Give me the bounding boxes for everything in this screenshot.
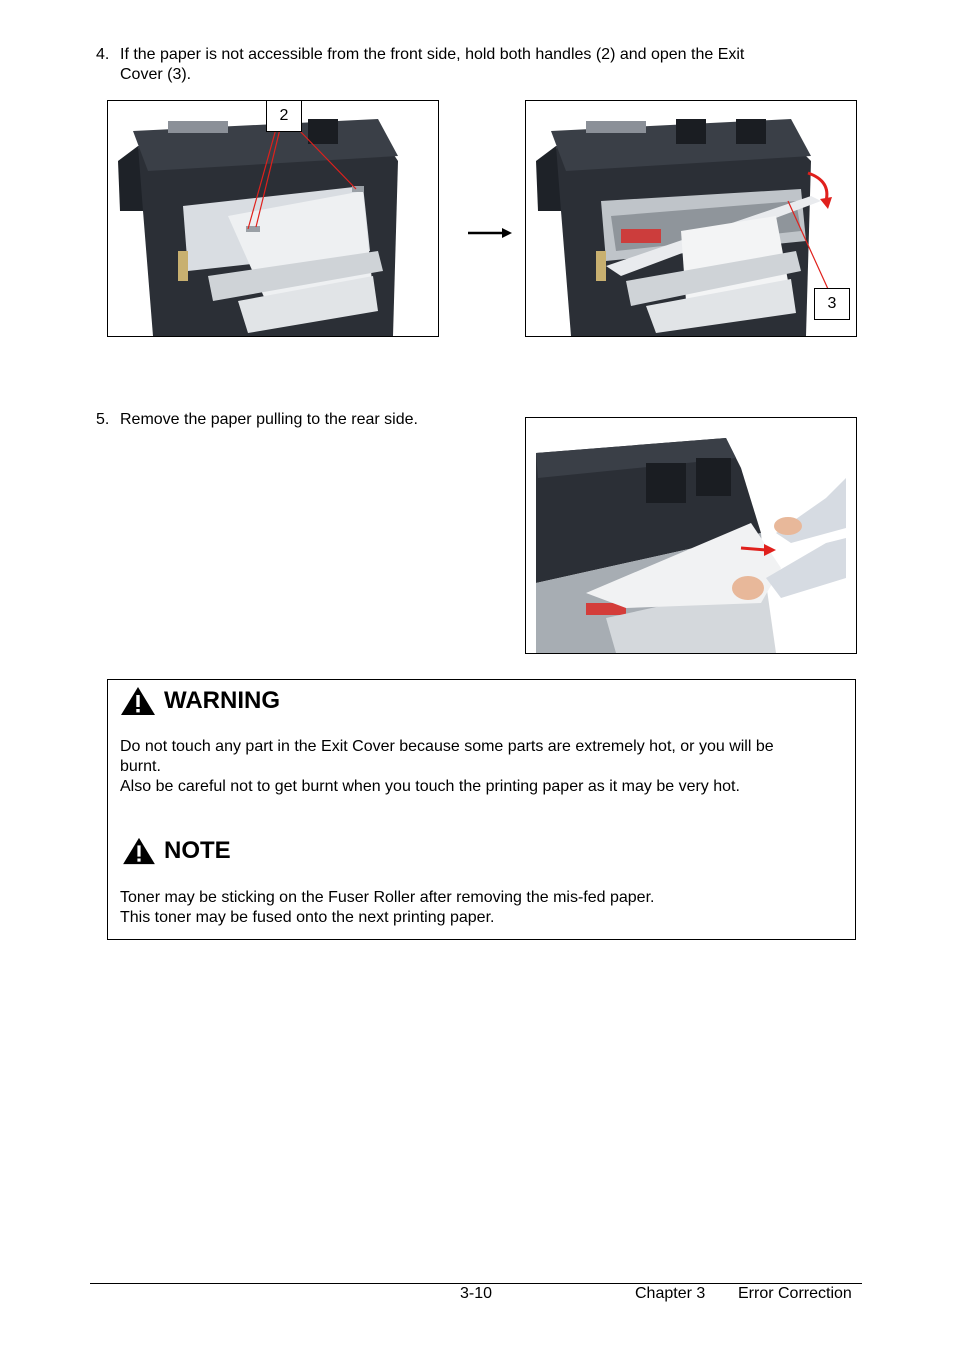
note-text-line-2: This toner may be fused onto the next printing paper. xyxy=(120,909,495,926)
warning-heading xyxy=(120,686,280,716)
warning-note-box xyxy=(107,679,856,940)
note-heading xyxy=(122,837,231,865)
step-4-text-line-2: Cover (3). xyxy=(120,66,192,83)
step-4-number: 4. xyxy=(96,46,110,63)
footer-page-number: 3-10 xyxy=(460,1285,493,1302)
figure-remove-paper xyxy=(525,417,857,654)
printer-handles-illustration xyxy=(108,101,438,336)
warning-text-line-1: Do not touch any part in the Exit Cover because some parts are extremely hot, or you will be xyxy=(120,738,774,755)
figure-printer-handles xyxy=(107,100,439,337)
warning-triangle-icon xyxy=(120,686,156,716)
remove-paper-illustration xyxy=(526,418,856,653)
note-text-line-1: Toner may be sticking on the Fuser Roller after removing the mis-fed paper. xyxy=(120,889,655,906)
callout-handles: 2 xyxy=(266,100,302,132)
footer-chapter: Chapter 3 xyxy=(635,1285,706,1302)
callout-exit-cover: 3 xyxy=(814,288,850,320)
note-heading-text: NOTE xyxy=(164,837,231,864)
step-5-number: 5. xyxy=(96,411,110,428)
warning-text-line-2: burnt. xyxy=(120,758,161,775)
step-5-text: Remove the paper pulling to the rear side. xyxy=(120,411,418,428)
figure-exit-cover-open xyxy=(525,100,857,337)
footer-section-title: Error Correction xyxy=(738,1285,852,1302)
arrow-right-icon xyxy=(466,225,514,241)
exit-cover-open-illustration xyxy=(526,101,856,336)
warning-heading-text: WARNING xyxy=(164,687,280,714)
warning-text-line-3: Also be careful not to get burnt when you touch the printing paper as it may be very hot. xyxy=(120,778,740,795)
step-4-text-line-1: If the paper is not accessible from the front side, hold both handles (2) and open the Exit xyxy=(120,46,745,63)
note-triangle-icon xyxy=(122,837,156,865)
footer-rule xyxy=(90,1283,862,1284)
